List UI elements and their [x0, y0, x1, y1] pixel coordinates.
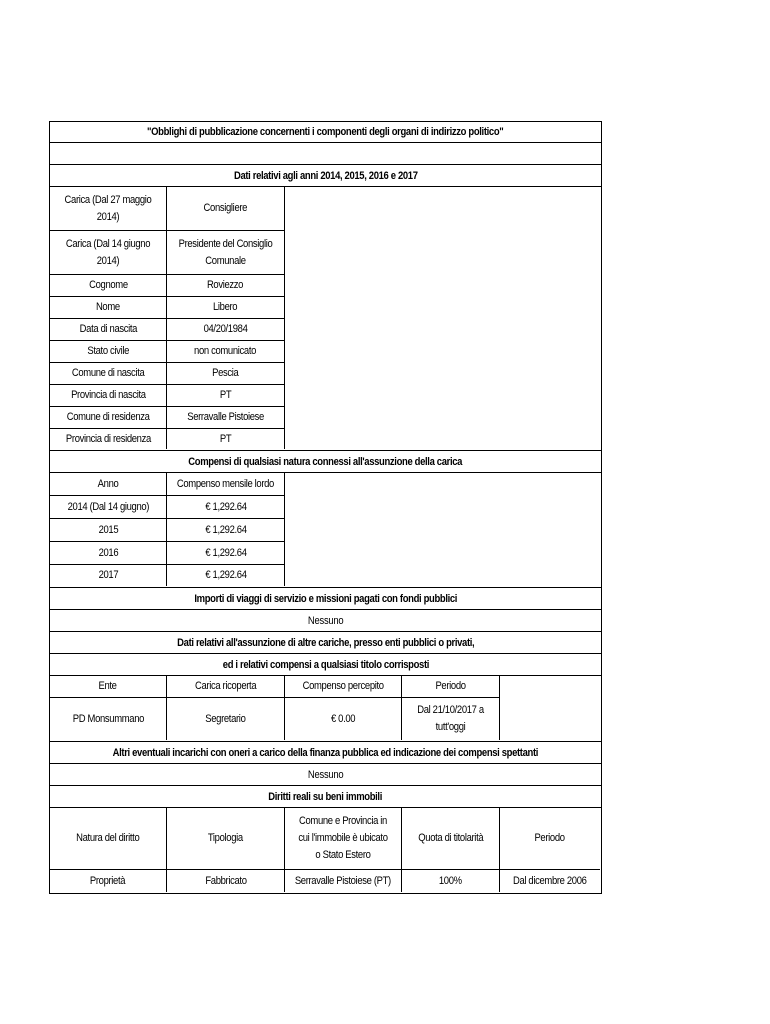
table-row: 100% [402, 870, 500, 892]
years-header-text: Dati relativi agli anni 2014, 2015, 2016 e 2017 [233, 169, 418, 182]
altre-cariche-section [49, 676, 602, 742]
col-compenso: Compenso mensile lordo [167, 473, 285, 496]
col-periodo-diritti: Periodo [500, 808, 600, 870]
label-carica-1: Carica (Dal 27 maggio 2014) [50, 187, 167, 231]
diritti-section [49, 808, 602, 894]
personal-info-section [49, 187, 602, 451]
years-header [49, 165, 602, 187]
label-data-nascita: Data di nascita [50, 319, 167, 341]
label-provincia-nascita: Provincia di nascita [50, 385, 167, 407]
table-title [49, 121, 602, 143]
value-comune-nascita: Pescia [167, 363, 285, 385]
diritti-header: Diritti reali su beni immobili [49, 786, 602, 808]
compensi-section [49, 473, 602, 588]
label-nome: Nome [50, 297, 167, 319]
table-row: € 1,292.64 [167, 496, 285, 519]
value-nome: Libero [167, 297, 285, 319]
label-comune-residenza: Comune di residenza [50, 407, 167, 429]
value-provincia-nascita: PT [167, 385, 285, 407]
table-row: € 1,292.64 [167, 519, 285, 542]
label-stato-civile: Stato civile [50, 341, 167, 363]
value-comune-residenza: Serravalle Pistoiese [167, 407, 285, 429]
value-cognome: Roviezzo [167, 275, 285, 297]
table-row: Serravalle Pistoiese (PT) [285, 870, 402, 892]
value-carica-1: Consigliere [167, 187, 285, 231]
col-natura: Natura del diritto [50, 808, 167, 870]
table-row: 2017 [50, 565, 167, 586]
table-row: 2016 [50, 542, 167, 565]
value-provincia-residenza: PT [167, 429, 285, 449]
table-row: 2015 [50, 519, 167, 542]
altre-cariche-header-1: Dati relativi all'assunzione di altre cariche, presso enti pubblici o privati, [49, 632, 602, 654]
col-anno: Anno [50, 473, 167, 496]
label-provincia-residenza: Provincia di residenza [50, 429, 167, 449]
table-row: 2014 (Dal 14 giugno) [50, 496, 167, 519]
table-row: Proprietà [50, 870, 167, 892]
table-row: € 1,292.64 [167, 542, 285, 565]
label-comune-nascita: Comune di nascita [50, 363, 167, 385]
table-row: Dal dicembre 2006 [513, 874, 587, 887]
table-row: PD Monsummano [50, 698, 167, 740]
col-carica: Carica ricoperta [167, 676, 285, 698]
disclosure-table [49, 121, 602, 894]
compensi-header: Compensi di qualsiasi natura connessi all'assunzione della carica [49, 451, 602, 473]
col-tipologia: Tipologia [167, 808, 285, 870]
value-carica-2: Presidente del Consiglio Comunale [167, 231, 285, 275]
col-ente: Ente [50, 676, 167, 698]
table-row: Segretario [167, 698, 285, 740]
col-quota: Quota di titolarità [402, 808, 500, 870]
label-cognome: Cognome [50, 275, 167, 297]
value-data-nascita: 04/20/1984 [167, 319, 285, 341]
value-stato-civile: non comunicato [167, 341, 285, 363]
table-row: Fabbricato [167, 870, 285, 892]
table-row: € 0.00 [285, 698, 402, 740]
altri-incarichi-value: Nessuno [49, 764, 602, 786]
blank-row [49, 143, 602, 165]
viaggi-header: Importi di viaggi di servizio e missioni pagati con fondi pubblici [49, 588, 602, 610]
col-compenso-percepito: Compenso percepito [285, 676, 402, 698]
altre-cariche-header-2: ed i relativi compensi a qualsiasi titolo corrisposti [49, 654, 602, 676]
altri-incarichi-header: Altri eventuali incarichi con oneri a carico della finanza pubblica ed indicazione dei compensi spettanti [49, 742, 602, 764]
col-comune: Comune e Provincia in cui l'immobile è ubicato o Stato Estero [285, 808, 402, 870]
table-title-text: "Obblighi di pubblicazione concernenti i componenti degli organi di indirizzo politico" [147, 126, 504, 138]
table-row: € 1,292.64 [167, 565, 285, 586]
viaggi-value: Nessuno [49, 610, 602, 632]
label-carica-2: Carica (Dal 14 giugno 2014) [50, 231, 167, 275]
table-row: Dal 21/10/2017 a tutt'oggi [402, 698, 500, 740]
col-periodo: Periodo [402, 676, 500, 698]
